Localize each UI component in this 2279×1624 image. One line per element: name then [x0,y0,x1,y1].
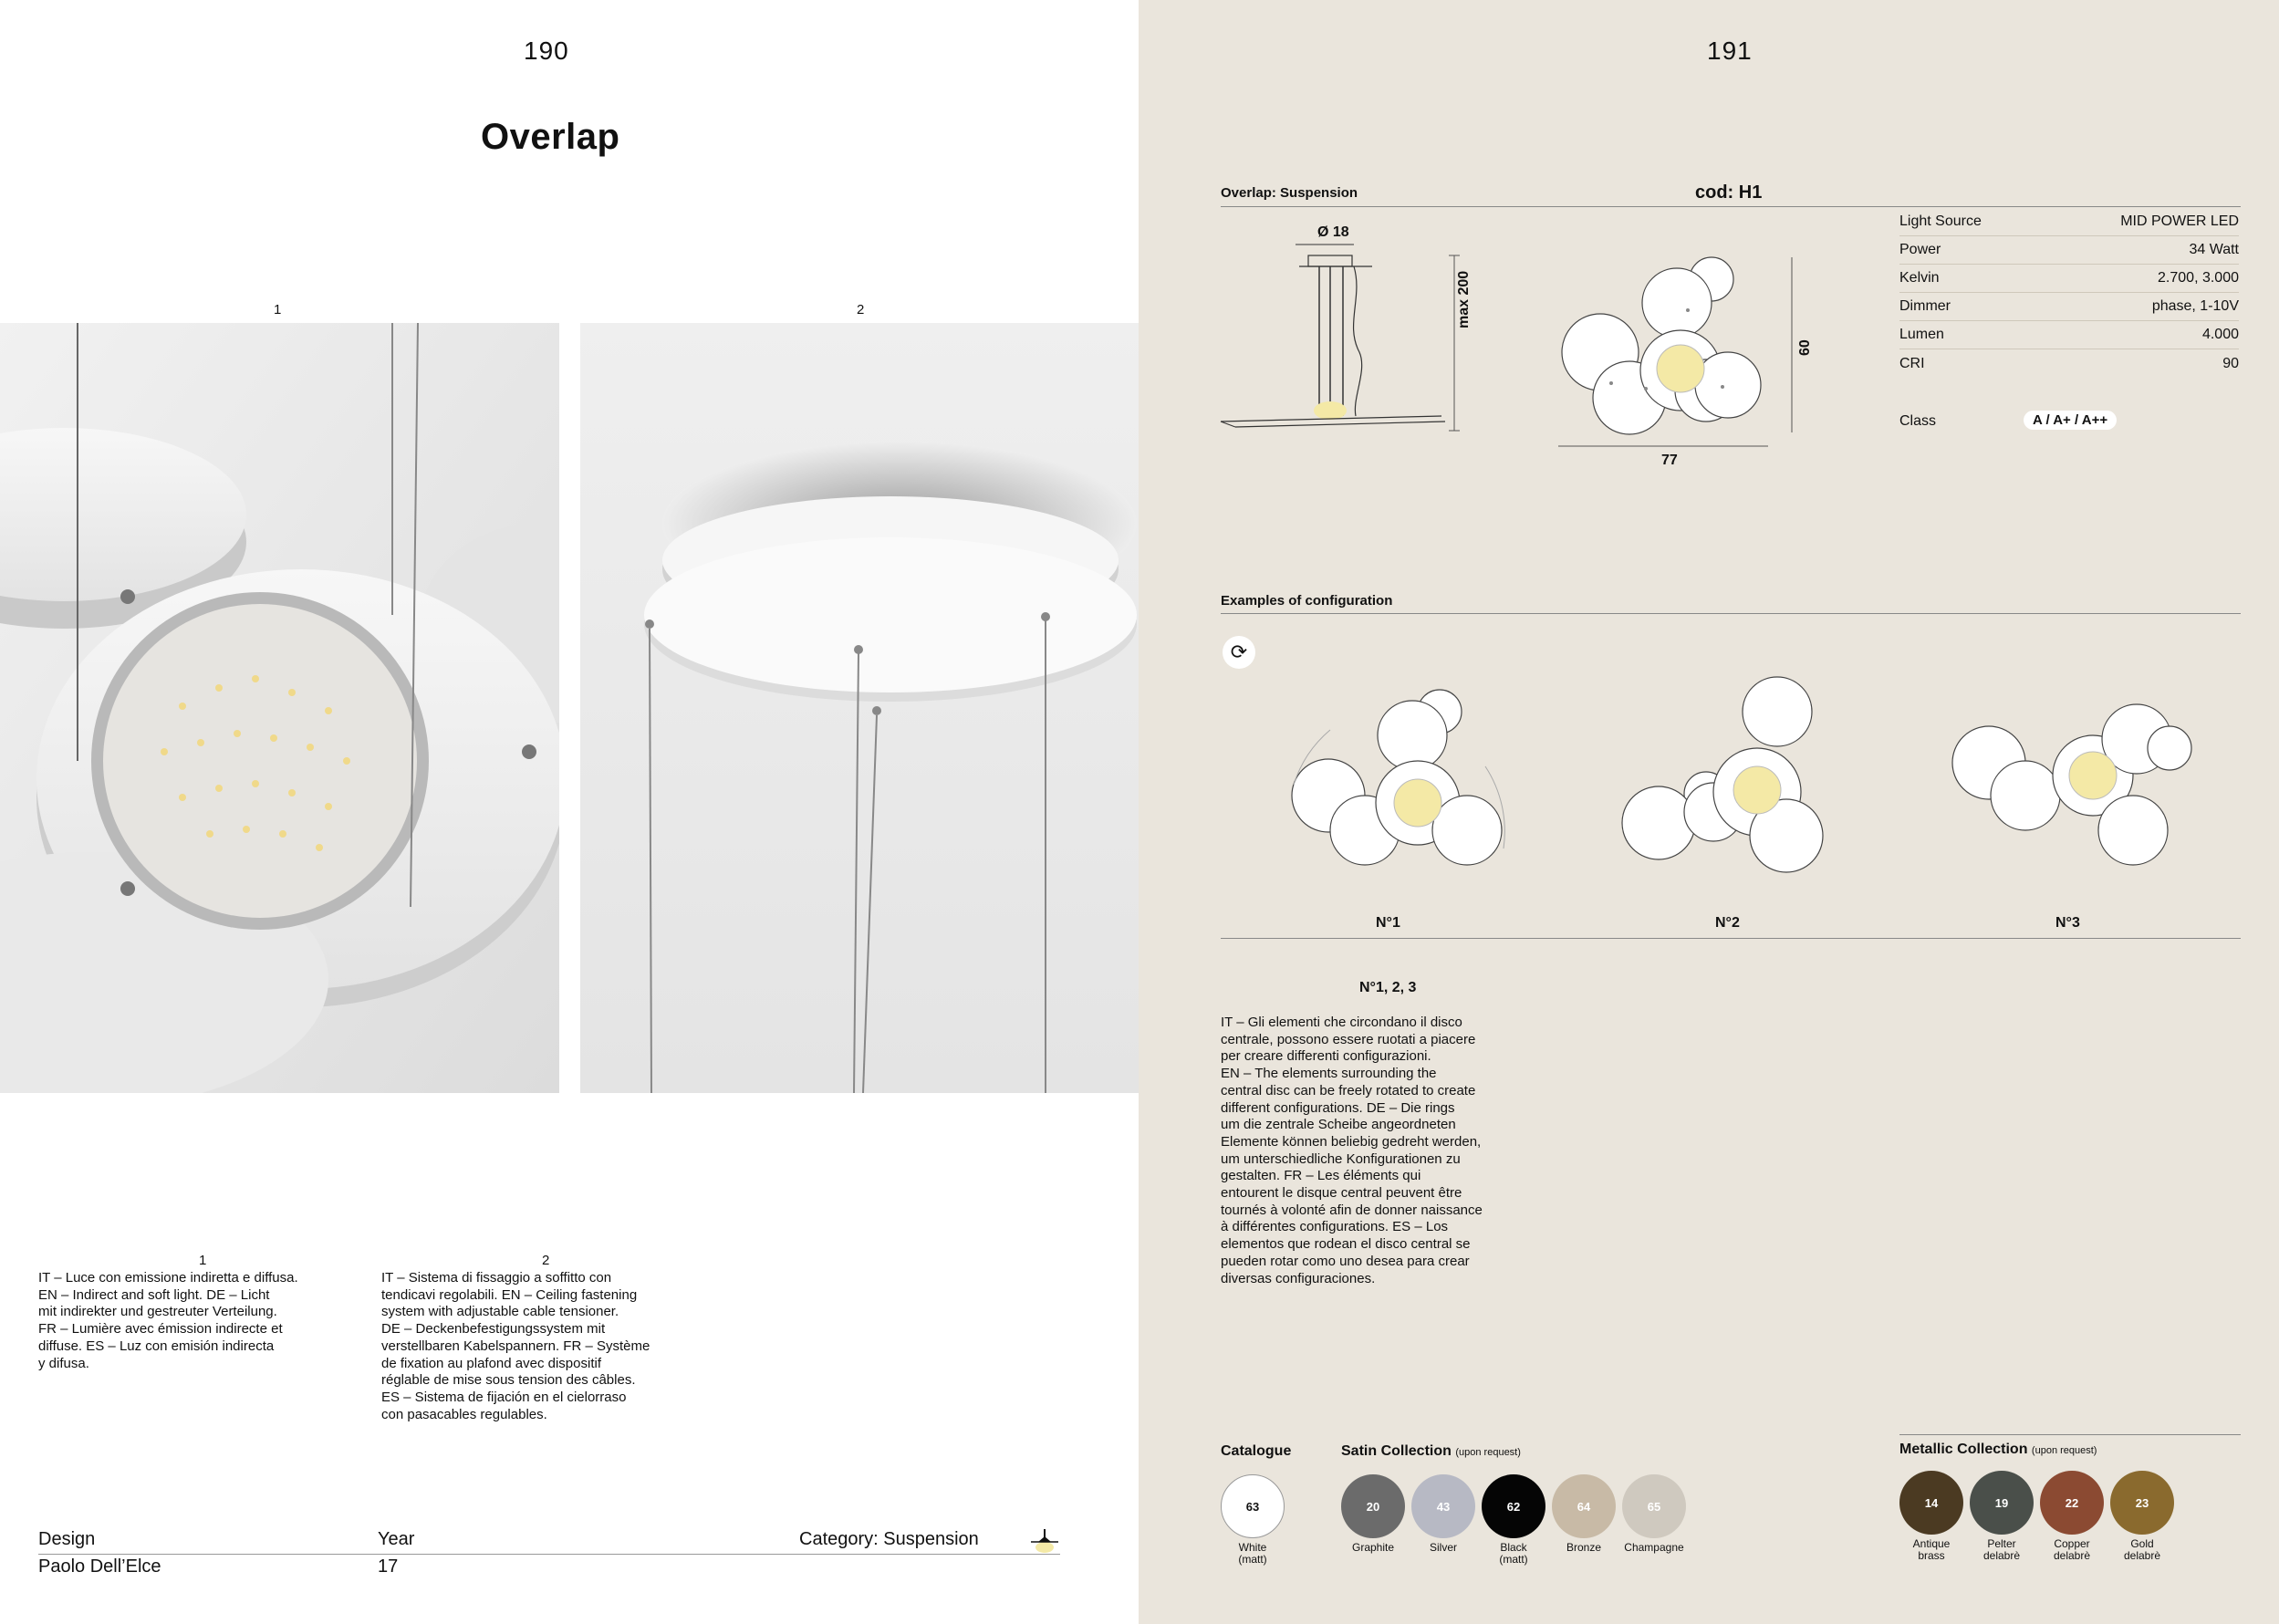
max-height-dimension: max 200 [1456,270,1472,328]
config-section-title: Examples of configuration [1221,593,1393,609]
finish-swatch: 20 [1341,1474,1405,1538]
config-3-label: N°3 [2055,915,2080,931]
config-note-text: IT – Gli elementi che circondano il disco centrale, possono essere ruotati a piacere per creare differenti configurazioni. EN – The elements surrounding the central disc can be freely rotated to create different configurations. DE – Die rings um die zentrale Scheibe angeordneten Elemente können beliebig gedreht werden, um unterschiedliche Konfigurationen zu gestalten. FR – Les éléments qui entourent le disque central peuvent être tournés à volonté afin de donner naissance à différentes configurations. ES – Los elementos que rodean el disco central se pueden rotar como uno desea para crear diversas configuraciones. [1221,1015,1483,1286]
energy-class-badge: A / A+ / A++ [2024,411,2117,430]
spec-row-light-source [1899,208,2239,236]
finish-name: Antique brass [1912,1537,1951,1562]
spec-label: Dimmer [1899,298,1951,314]
year-label: Year [378,1529,415,1549]
finish-name: Black (matt) [1499,1541,1528,1566]
right-page [1139,0,2279,1624]
plan-height-dimension: 60 [1797,339,1813,356]
metallic-title: Metallic Collection (upon request) [1899,1442,2097,1457]
specs-table [1899,208,2239,390]
finish-swatch: 14 [1899,1471,1963,1535]
spec-row-dimmer [1899,293,2239,321]
finish-swatch: 64 [1552,1474,1616,1538]
config-1-drawing [1275,675,1522,885]
rotate-icon: ⟳ [1223,636,1255,669]
finish-name: Bronze [1566,1541,1602,1554]
spec-label: Light Source [1899,213,1982,229]
page-number-right: 191 [1707,36,1753,65]
footer-divider [38,1554,1060,1555]
finish-name: White (matt) [1238,1541,1267,1566]
design-label: Design [38,1529,96,1549]
finish-swatch: 65 [1622,1474,1686,1538]
caption2-number: 2 [542,1253,550,1268]
finish-name: Graphite [1351,1541,1395,1554]
spec-row-kelvin [1899,265,2239,293]
caption1-text: IT – Luce con emissione indiretta e diffusa. EN – Indirect and soft light. DE – Licht mit indirekter und gestreuter Verteilung. FR – Lumière avec émission indirecte et diffuse. ES – Luz con emisión indirecta y difusa. [38,1270,298,1371]
finish-name: Silver [1429,1541,1457,1554]
finish-rule [1899,1434,2241,1435]
height60-dimension-line [1786,257,1797,432]
caption2-text: IT – Sistema di fissaggio a soffitto con tendicavi regolabili. EN – Ceiling fastening system with adjustable cable tensioner. DE – Deckenbefestigungssystem mit verstellbaren Kabelspannern. FR – Système de fixation au plafond avec dispositif réglable de mise sous tension des câbles. ES – Sistema de fijación en el cielorraso con pasacables regulables. [381,1270,650,1422]
top-view-drawing [1558,252,1768,443]
finish-swatch: 63 [1221,1474,1285,1538]
page-number-left: 190 [524,36,569,65]
designer-name: Paolo Dell’Elce [38,1556,161,1577]
config-2-drawing [1604,675,1850,885]
spec-label: Lumen [1899,327,1944,342]
side-view-drawing [1217,243,1454,434]
photo-led-disc-detail [0,323,559,1093]
catalogue-title: Catalogue [1221,1443,1292,1459]
config-1-label: N°1 [1376,915,1400,931]
diameter-dimension: Ø 18 [1317,224,1349,240]
spec-row-power [1899,236,2239,265]
year-value: 17 [378,1556,399,1577]
product-code: cod: H1 [1695,182,1763,203]
satin-title: Satin Collection (upon request) [1341,1443,1521,1459]
left-page [0,0,1139,1624]
spec-value: 2.700, 3.000 [2158,270,2239,286]
category-label: Category: Suspension [799,1529,979,1549]
spec-value: 34 Watt [2189,242,2239,257]
header-rule [1221,206,2241,207]
config-rule [1221,613,2241,614]
photo2-label: 2 [857,302,865,318]
finish-name: Champagne [1624,1541,1684,1554]
finish-swatch: 62 [1482,1474,1545,1538]
width-dimension-line [1558,443,1768,449]
finish-swatch: 23 [2110,1471,2174,1535]
spec-row-cri [1899,349,2239,378]
spec-label: CRI [1899,355,1925,371]
photo1-label: 1 [274,302,282,318]
class-label: Class [1899,413,1937,429]
plan-width-dimension: 77 [1661,453,1678,468]
finish-name: Copper delabrè [2053,1537,2091,1562]
spec-value: 90 [2222,355,2239,371]
finish-swatch: 43 [1411,1474,1475,1538]
spec-value: MID POWER LED [2120,213,2239,229]
finish-swatch: 19 [1970,1471,2034,1535]
spec-value: phase, 1-10V [2151,298,2239,314]
spec-value: 4.000 [2201,327,2239,342]
finish-name: Pelter delabrè [1982,1537,2021,1562]
caption1-number: 1 [199,1253,207,1268]
config-bottom-rule [1221,938,2241,939]
config-3-drawing [1941,675,2206,885]
suspension-lamp-icon [1029,1529,1060,1555]
config-note-title: N°1, 2, 3 [1359,980,1417,995]
spec-label: Power [1899,242,1941,257]
spec-label: Kelvin [1899,270,1940,286]
config-2-label: N°2 [1715,915,1740,931]
photo-ceiling-fastening [580,323,1139,1093]
finish-swatch: 22 [2040,1471,2104,1535]
spec-row-lumen [1899,321,2239,349]
product-section-title: Overlap: Suspension [1221,185,1358,201]
finish-name: Gold delabrè [2123,1537,2161,1562]
page-title: Overlap [481,117,620,157]
